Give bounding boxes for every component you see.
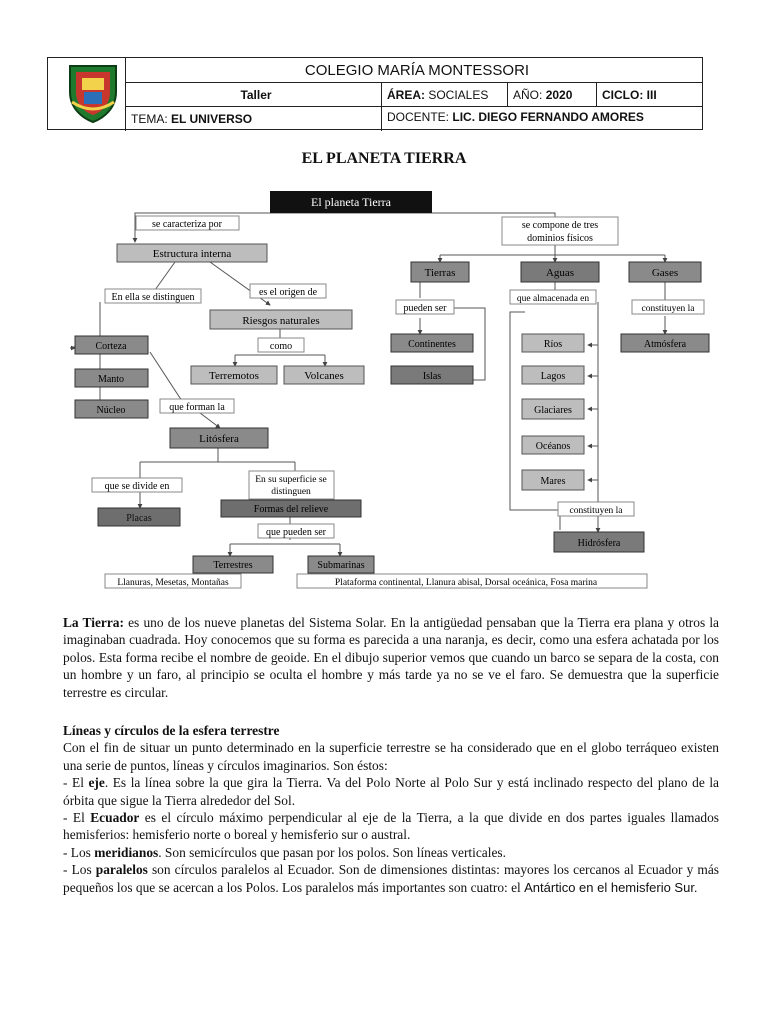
year-cell — [507, 82, 596, 106]
section-lineas — [63, 722, 719, 896]
term-meridianos: meridianos — [94, 844, 159, 860]
concept-map — [0, 180, 768, 600]
term-ecuador: Ecuador — [90, 810, 140, 826]
label-pueden-ser: que pueden ser — [266, 527, 326, 538]
cycle-value: III — [646, 87, 657, 102]
node-estructura: Estructura interna — [152, 248, 232, 260]
section-intro: Con el fin de situar un punto determinado en la superficie terrestre se ha considerado que en el globo terráqueo existen una serie de puntos, líneas y círculos imaginarios. Son éstos: — [63, 740, 719, 773]
label-superficie-2: distinguen — [271, 487, 311, 497]
term-eje: eje — [88, 775, 105, 791]
node-terremotos: Terremotos — [209, 370, 259, 382]
item-text: son círculos paralelos al Ecuador. Son de dimensiones distintas: mayores los cercanos al Ecuador y más pequeños los que se acercan a los Polos. Los paralelos más importantes son cuatro: el — [63, 862, 719, 895]
label-constituyen-a: constituyen la — [641, 304, 695, 314]
paragraph-lead: La Tierra: — [63, 615, 124, 630]
node-litosfera: Litósfera — [199, 433, 239, 445]
topic-label: TEMA: — [131, 112, 168, 126]
document-type: Taller — [125, 82, 381, 106]
node-corteza: Corteza — [95, 341, 127, 352]
label-origen: es el origen de — [258, 287, 318, 298]
node-riesgos: Riesgos naturales — [242, 315, 320, 327]
node-hidrosfera: Hidrósfera — [577, 538, 621, 549]
item-eje — [63, 774, 719, 809]
cycle-cell — [596, 82, 703, 106]
page-title: EL PLANETA TIERRA — [301, 150, 467, 167]
node-rios: Ríos — [543, 339, 563, 350]
node-submarinas: Submarinas — [317, 560, 365, 571]
node-placas: Placas — [126, 513, 152, 524]
node-nucleo: Núcleo — [96, 405, 126, 416]
label-en-ella: En ella se distinguen — [111, 292, 195, 303]
item-text: es el círculo máximo perpendicular al eje de la Tierra, a la que divide en dos partes iguales llamados hemisferios: hemisferio norte o boreal y hemisferio sur o austral. — [63, 810, 719, 843]
node-islas: Islas — [422, 371, 442, 382]
item-paralelos — [63, 861, 719, 896]
area-label: ÁREA: — [387, 87, 425, 102]
label-se-caracteriza: se caracteriza por — [152, 219, 222, 230]
item-prefix: - Los — [63, 844, 95, 860]
label-superficie-1: En su superficie se — [255, 475, 327, 485]
label-se-compone-1: se compone de tres — [521, 220, 599, 231]
node-oceanos: Océanos — [535, 441, 571, 452]
label-pueden-ser-2: pueden ser — [403, 303, 447, 314]
node-aguas: Aguas — [545, 267, 575, 279]
list-submarinas: Plataforma continental, Llanura abisal, Dorsal oceánica, Fosa marina — [334, 578, 598, 588]
year-label: AÑO: — [513, 87, 543, 102]
topic-value: EL UNIVERSO — [171, 112, 253, 126]
teacher-value: LIC. DIEGO FERNANDO AMORES — [452, 110, 644, 124]
node-gases: Gases — [651, 267, 679, 279]
label-que-divide: que se divide en — [104, 481, 170, 492]
cycle-label: CICLO: — [602, 87, 644, 102]
area-cell — [381, 82, 507, 106]
area-value: SOCIALES — [428, 87, 489, 102]
node-lagos: Lagos — [540, 371, 566, 382]
item-prefix: - El — [63, 810, 91, 826]
item-prefix: - El — [63, 775, 89, 791]
node-mares: Mares — [540, 476, 566, 487]
item-ecuador — [63, 809, 719, 844]
label-que-forman: que forman la — [169, 402, 225, 413]
topic-cell — [125, 106, 381, 131]
term-paralelos: paralelos — [95, 862, 148, 878]
paragraph-la-tierra — [63, 614, 719, 701]
section-heading: Líneas y círculos de la esfera terrestre — [63, 723, 280, 738]
school-crest-icon — [62, 62, 124, 124]
teacher-cell — [381, 106, 703, 131]
teacher-label: DOCENTE: — [387, 110, 450, 124]
node-tierras: Tierras — [424, 267, 456, 279]
header-table — [47, 57, 703, 130]
school-name: COLEGIO MARÍA MONTESSORI — [125, 58, 703, 82]
node-glaciares: Glaciares — [534, 405, 572, 416]
list-terrestres: Llanuras, Mesetas, Montañas — [117, 578, 229, 588]
node-formas: Formas del relieve — [253, 504, 329, 515]
label-se-compone-2: dominios físicos — [527, 233, 593, 244]
label-constituyen-h: constituyen la — [569, 506, 623, 516]
node-manto: Manto — [97, 374, 125, 385]
label-como: como — [269, 341, 293, 352]
item-tail: Antártico en el hemisferio Sur. — [524, 879, 698, 895]
paragraph-text: es uno de los nueve planetas del Sistema Solar. En la antigüedad pensaban que la Tierra era plana y otros la imaginaban cuadrada. Hoy conocemos que su forma es parecida a una naranja, es decir, como una esfera achatada por los polos. Esta forma recibe el nombre de geoide. En el dibujo superior vemos que cuando un barco se separa de la costa, con un hombre y un faro, al principio se oculta el hombre y más tarde ya no se ve el faro. Se demuestra que la superficie terrestre es circular. — [63, 615, 719, 700]
item-prefix: - Los — [63, 862, 96, 878]
node-terrestres: Terrestres — [213, 560, 253, 571]
node-volcanes: Volcanes — [304, 370, 344, 382]
node-atmosfera: Atmósfera — [643, 339, 687, 350]
node-continentes: Continentes — [408, 339, 456, 350]
item-text: . Es la línea sobre la que gira la Tierra. Va del Polo Norte al Polo Sur y está inclinado respecto del plano de la órbita que sigue la Tierra alrededor del Sol. — [63, 775, 719, 808]
item-meridianos — [63, 844, 719, 861]
item-text: . Son semicírculos que pasan por los polos. Son líneas verticales. — [158, 844, 506, 860]
node-root: El planeta Tierra — [311, 195, 391, 209]
label-almacenada: que almacenada en — [516, 294, 590, 304]
year-value: 2020 — [545, 87, 573, 102]
